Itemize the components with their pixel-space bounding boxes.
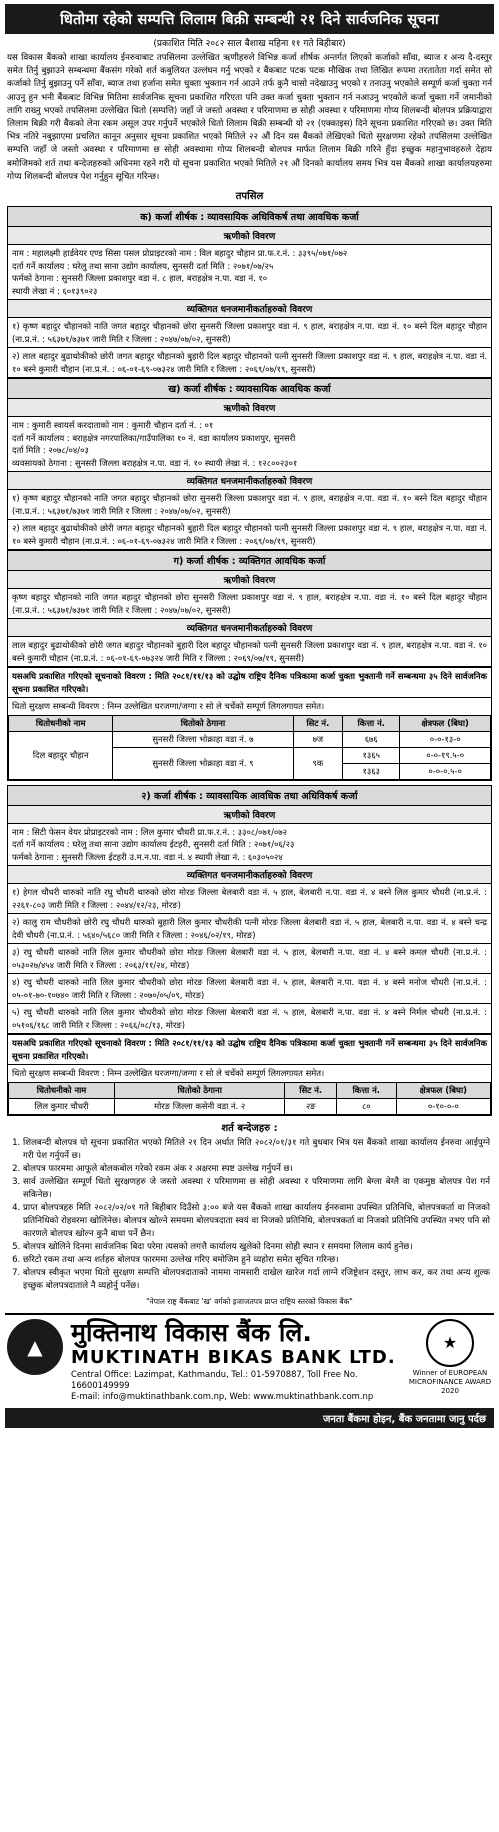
col-owner: धितोधनीको नाम [9, 715, 113, 731]
notice-title: धितोमा रहेको सम्पत्ति लिलाम बिक्री सम्बन्धी २१ दिने सार्वजनिक सूचना [5, 4, 494, 34]
guarantor-item: १) कृष्ण बहादुर चौहानको नाति जगत बहादुर चौहानको छोरा सुनसरी जिल्ला प्रकाशपुर वडा नं. ९ हाल, बराहक्षेत्र न.पा. वडा नं. १० बस्ने दिल बहादुर चौहान (ना.प्र.नं. : ५६३७१/७३७१ जारी मिति र जिल्ला : २०४७/०७/०२, सुनसरी) [8, 490, 491, 520]
bank-tagline: जनता बैंकमा होइन, बैंक जनतामा जानु पर्दछ [5, 1408, 494, 1428]
area-cell: ०-१०-०-० [396, 1098, 490, 1114]
section-1a-header: क) कर्जा शीर्षक : व्यावसायिक अधिविकर्ष तथा आवधिक कर्जा [8, 207, 491, 227]
bank-info [71, 1319, 408, 1402]
section-2 [7, 785, 492, 1116]
collateral-note: धितो सुरक्षण सम्बन्धी विवरण : निम्न उल्लेखित घरजग्गा/जग्गा र सो ले चर्चेको सम्पूर्ण लिगलगायत समेत। [8, 1064, 491, 1082]
borrower-line: नाम : सिटी फेसन वेयर प्रोप्राइटरको नाम : लिल कुमार चौधरी प्रा.फ.र.नं. : ३३०८/०७१/०७२ [12, 826, 287, 837]
guarantor-label: व्यक्तिगत धनजमानीकर्ताहरुको विवरण [8, 618, 491, 637]
borrower-line: दर्ता गर्ने कार्यालय : बराहक्षेत्र नगरपालिका/गाउँपालिका १० नं. वडा कार्यालय प्रकाशपुर, सुनसरी [12, 432, 296, 443]
guarantor-label: व्यक्तिगत धनजमानीकर्ताहरुको विवरण [8, 471, 491, 490]
guarantor-item: लाल बहादुर बुढाथोकीको छोरी जगत बहादुर चौहानको बुहारी दिल बहादुर चौहानको पत्नी सुनसरी जिल्ला प्रकाशपुर वडा नं. ९ हाल, बराहक्षेत्र न.पा. वडा नं. १० बस्ने कुमारी चौहान (ना.प्र.नं. : ०६-०१-६९-०७३२४ जारी मिति र जिल्ला : २०६९/०७/१९, सुनसरी) [8, 637, 491, 667]
sheet-cell: ७ज [293, 731, 343, 747]
section-1 [7, 206, 492, 781]
guarantor-item: ३) रघु चौधरी थारुको नाति लिल कुमार चौधरीको छोरा मोरङ जिल्ला बेलबारी वडा नं. ५ हाल, बेलबारी न.पा. वडा नं. ४ बस्ने कमल चौधरी (ना.प्र.नं. : ०५३०२७/४५४ जारी मिति र जिल्ला : २०६३/११/२४, मोरङ) [8, 944, 491, 974]
borrower-line: फर्मको ठेगाना : सुनसरी जिल्ला प्रकाशपुर वडा नं. ८ हाल, बराहक्षेत्र न.पा. वडा नं. १० [12, 273, 268, 284]
borrower-details [8, 417, 491, 471]
address-cell: मोरङ जिल्ला कसेनी वडा नं. २ [115, 1098, 285, 1114]
col-kitta: कित्ता नं. [337, 1082, 397, 1098]
bank-slogan: "नेपाल राष्ट्र बैंकबाट 'ख' वर्गको इजाजतपत्र प्राप्त राष्ट्रिय स्तरको विकास बैंक" [146, 1296, 353, 1306]
collateral-table [8, 1082, 491, 1115]
bank-name-english: MUKTINATH BIKAS BANK LTD. [71, 1346, 396, 1368]
borrower-line: व्यवसायको ठेगाना : सुनसरी जिल्ला बराहक्षेत्र न.पा. वडा नं. १० स्थायी लेखा नं. : १२८००२३०१ [12, 457, 298, 468]
borrower-label: ऋणीको विवरण [8, 399, 491, 417]
guarantor-item: १) हेगल चौधरी थारुको नाति रघु चौधरी थारुको छोरा मोरङ जिल्ला बेलबारी वडा नं. ५ हाल, बेलबारी न.पा. वडा नं. ४ बस्ने लिल कुमार चौधरी (ना.प्र.नं. : २२६१-८०३ जारी मिति र जिल्ला : २०४४/१२/२३, मोरङ) [8, 884, 491, 914]
col-kitta: कित्ता नं. [343, 715, 400, 731]
bank-logo-icon: ▲ [7, 1319, 63, 1375]
term-item: 1. शिलबन्दी बोलपत्र यो सूचना प्रकाशित भएको मितिले २१ दिन अर्थात मिति २०८२/०१/३१ गते बुधबार भित्र यस बैंकको शाखा कार्यालय ईनरुवा आईपुग्ने गरी पेश गर्नुपर्ने छ। [23, 1137, 490, 1163]
award-badge [408, 1319, 492, 1396]
col-address: धितोको ठेगाना [113, 715, 293, 731]
guarantor-item: २) लाल बहादुर बुढाथोकीको छोरी जगत बहादुर चौहानको बुहारी दिल बहादुर चौहानको पत्नी सुनसरी जिल्ला प्रकाशपुर वडा नं. ९ हाल, बराहक्षेत्र न.पा. वडा नं. १० बस्ने कुमारी चौहान (ना.प्र.नं. : ०६-०१-६९-०७३२४ जारी मिति र जिल्ला : २०६९/०७/१९, सुनसरी) [8, 520, 491, 550]
section-1b-header: ख) कर्जा शीर्षक : व्यावसायिक आवधिक कर्जा [8, 378, 491, 399]
table-row [9, 1098, 491, 1114]
prior-notice: यसअघि प्रकाशित गरिएको सूचनाको विवरण : मिति २०८१/११/१३ को उद्घोष राष्ट्रिय दैनिक पत्रिकामा कर्जा चुक्ता भुक्तानी गर्ने सम्बन्धमा ३५ दिने सार्वजनिक सूचना प्रकाशित गरिएको। [8, 1034, 491, 1064]
section-2-header: २) कर्जा शीर्षक : व्यावसायिक आवधिक तथा अधिविकर्ष कर्जा [8, 786, 491, 806]
term-item: 3. सार्व उल्लेखित सम्पूर्ण धितो सुरक्षणहरु जे जस्तो अवस्था र परिमाणमा छ सोही अवस्था र परिमाणमा लागि बेग्ला बेग्लै वा एकमुष्ठ बोलपत्र पेश गर्न सकिनेछ। [23, 1176, 490, 1202]
bank-name-nepali: मुक्तिनाथ विकास बैंक लि. [71, 1317, 312, 1347]
borrower-label: ऋणीको विवरण [8, 571, 491, 589]
bank-footer [5, 1313, 494, 1402]
office-address: Central Office: Lazimpat, Kathmandu, Tel.: 01-5970887, Toll Free No. 16600149999 [71, 1368, 358, 1390]
guarantor-item: २) कालु राम चौधरीको छोरी रघु चौधरी थारुको बुहारी लिल कुमार चौधरीकी पत्नी मोरङ जिल्ला बेलबारी वडा नं. ५ हाल, बेलबारी न.पा. वडा नं. ४ बस्ने चन्द्र देवी चौधरी (ना.प्र.नं. : ५६४०/५६८० जारी मिति र जिल्ला : २०४६/०२/१९, मोरङ) [8, 914, 491, 944]
collateral-note: धितो सुरक्षण सम्बन्धी विवरण : निम्न उल्लेखित घरजग्गा/जग्गा र सो ले चर्चेको सम्पूर्ण लिगलगायत समेत। [8, 697, 491, 715]
term-item: 2. बोलपत्र फारममा आफूले बोलकबोल गरेको रकम अंक र अक्षरमा स्पष्ट उल्लेख गर्नुपर्ने छ। [23, 1163, 490, 1176]
borrower-line: नाम : महालक्ष्मी हार्डवेयर एण्ड सिसा पसल प्रोप्राइटरको नाम : विल बहादुर चौहान प्रा.फ.र.नं. : ३३९५/०७१/०७२ [12, 248, 348, 259]
guarantor-item: ५) रघु चौधरी थारुको नाति लिल कुमार चौधरीको छोरा मोरङ जिल्ला बेलबारी वडा नं. ५ हाल, बेलबारी न.पा. वडा नं. ४ बस्ने निर्मल चौधरी (ना.प्र.नं. : ०५१०६/१६८ जारी मिति र जिल्ला : २०६६/०८/१३, मोरङ) [8, 1004, 491, 1034]
term-item: 5. बोलपत्र खोलिने दिनमा सार्वजनिक बिदा परेमा त्यसको लगत्तै कार्यालय खुलेको दिनमा सोही स्थान र समयमा लिलाम कार्य हुनेछ। [23, 1241, 490, 1254]
col-owner: धितोधनीको नाम [9, 1082, 115, 1098]
terms-list [5, 1137, 494, 1293]
table-header-row [9, 715, 491, 731]
collateral-table [8, 715, 491, 780]
guarantor-item: ४) रघु चौधरी थारुको नाति लिल कुमार चौधरीको छोरा मोरङ जिल्ला बेलबारी वडा नं. ५ हाल, बेलबारी न.पा. वडा नं. ४ बस्ने मनोज चौधरी (ना.प्र.नं. : ०५-०१-७०-१०७४० जारी मिति र जिल्ला : २०७०/०५/०९, मोरङ) [8, 974, 491, 1004]
borrower-line: फर्मको ठेगाना : सुनसरी जिल्ला ईटहरी उ.म.न.पा. वडा नं. ४ स्थायी लेखा नं. : ६०३०५०२४ [12, 851, 283, 862]
guarantor-item: १) कृष्ण बहादुर चौहानको नाति जगत बहादुर चौहानको छोरा सुनसरी जिल्ला प्रकाशपुर वडा नं. ९ हाल, बराहक्षेत्र न.पा. वडा नं. १० बस्ने दिल बहादुर चौहान (ना.प्र.नं. : ५६३७१/७३७१ जारी मिति र जिल्ला : २०४७/०७/०२, सुनसरी) [8, 318, 491, 348]
award-icon: ★ [426, 1319, 474, 1367]
contact-info: E-mail: info@muktinathbank.com.np, Web: www.muktinathbank.com.np [71, 1390, 374, 1401]
tapsil-heading: तपसिल [235, 191, 264, 203]
address-cell: सुनसरी जिल्ला भोक्राहा वडा नं. ९ [113, 747, 293, 779]
owner-cell: दिल बहादुर चौहान [9, 731, 113, 779]
table-row [9, 731, 491, 747]
borrower-details: कृष्ण बहादुर चौहानको नाति जगत बहादुर चौहानको छोरा सुनसरी जिल्ला प्रकाशपुर वडा नं. ९ हाल, बराहक्षेत्र न.पा. वडा नं. १० बस्ने दिल बहादुर चौहान (ना.प्र.नं. : ५६३७१/७३७१ जारी मिति र जिल्ला : २०४७/०७/०२, सुनसरी) [12, 592, 487, 615]
borrower-label: ऋणीको विवरण [8, 227, 491, 245]
borrower-details [8, 824, 491, 866]
borrower-line: दर्ता मिति : २०७८/०४/०३ [12, 445, 89, 456]
borrower-line: दर्ता गर्ने कार्यालय : घरेलु तथा साना उद्योग कार्यालय, सुनसरी दर्ता मिति : २०७१/०७/२५ [12, 260, 274, 271]
area-cell: ०-०-१९.५-० [400, 747, 491, 763]
area-cell: ०-०-०.५-० [400, 763, 491, 779]
area-cell: ०-०-१३-० [400, 731, 491, 747]
section-1c-header: ग) कर्जा शीर्षक : व्यक्तिगत आवधिक कर्जा [8, 550, 491, 571]
guarantor-label: व्यक्तिगत धनजमानीकर्ताहरुको विवरण [8, 299, 491, 318]
notice-page [5, 0, 494, 1428]
col-sheet: सिट नं. [293, 715, 343, 731]
col-sheet: सिट नं. [285, 1082, 337, 1098]
kitta-cell: ६७६ [343, 731, 400, 747]
guarantor-label: व्यक्तिगत धनजमानीकर्ताहरुको विवरण [8, 865, 491, 884]
owner-cell: लिल कुमार चौधरी [9, 1098, 115, 1114]
guarantor-item: २) लाल बहादुर बुढाथोकीको छोरी जगत बहादुर चौहानको बुहारी दिल बहादुर चौहानको पत्नी सुनसरी जिल्ला प्रकाशपुर वडा नं. ९ हाल, बराहक्षेत्र न.पा. वडा नं. १० बस्ने कुमारी चौहान (ना.प्र.नं. : ०६-०१-६९-०७३२४ जारी मिति र जिल्ला : २०६९/०७/१९, सुनसरी) [8, 348, 491, 378]
publish-date-note: (प्रकाशित मिति २०८२ साल बैशाख महिना ११ गते बिहीबार) [153, 39, 346, 49]
term-item: 4. प्राप्त बोलपत्रहरु मिति २०८२/०२/०१ गते बिहीबार दिउँसो ३:०० बजे यस बैंकको शाखा कार्यालय ईनरुवामा उपस्थित प्रतिनिधि, बोलपत्रकर्ता वा निजको प्रतिनिधिको रोहवरमा खोलिनेछ। बोलपत्र खोल्ने समयमा बोलपत्रदाता स्वयं वा निजको प्रतिनिधि, बोलपत्रकर्ता वा निजको प्रतिनिधि उपस्थित नभए पनि सो कारणले बोलपत्र खोल्न कुनै बाधा पर्ने छैन। [23, 1202, 490, 1241]
award-text: Winner of EUROPEAN MICROFINANCE AWARD 2020 [408, 1368, 492, 1395]
prior-notice: यसअघि प्रकाशित गरिएको सूचनाको विवरण : मिति २०८१/११/१३ को उद्घोष राष्ट्रिय दैनिक पत्रिकामा कर्जा चुक्ता भुक्तानी गर्ने सम्बन्धमा ३५ दिने सार्वजनिक सूचना प्रकाशित गरिएको। [8, 667, 491, 697]
kitta-cell: ८० [337, 1098, 397, 1114]
borrower-line: स्थायी लेखा नं : ६०१३९०२३ [12, 285, 98, 296]
col-area: क्षेत्रफल (बिघा) [400, 715, 491, 731]
address-cell: सुनसरी जिल्ला भोक्राहा वडा नं. ७ [113, 731, 293, 747]
borrower-details [8, 245, 491, 299]
kitta-cell: १३६३ [343, 763, 400, 779]
intro-paragraph: यस विकास बैंकको शाखा कार्यालय ईनरुवाबाट तपसिलमा उल्लेखित ऋणीहरुले विभिन्न कर्जा शीर्षक अन्तर्गत लिएको कर्जाको साँवा, ब्याज र अन्य दै-दस्तुर समेत तिर्नु बुझाउने सम्बन्धमा बैंकसंग गरेको शर्त कबुलियत उल्लंघन गर्नु भएको र बैंकबाट पटक पटक मौखिक तथा लिखित रूपमा तरतातेता गर्दा समेत सो कर्जाको तिर्नु बुझाउनु पर्ने साँवा, ब्याज तथा हर्जाना समेत चुक्ता भुक्तान गर्न आउने तर्फ कुनै चासो नदेखाउनु भएको र तनाउनु भएकोले सम्पूर्ण कर्जा चुक्ता गर्न आउनु हुन भनी बैंकबाट विभिन्न मितिमा सार्वजनिक सूचना प्रकाशित गरिएता पनि उक्त कर्जा चुक्ता भुक्तान गर्न नआउनु भएकोले कर्जा चुक्ता गर्ने जमानीको लागि राख्नु भएको तपसिलमा उल्लेखित धितो (सम्पत्ति) जहाँ जे जस्तो अवस्था र परिमाणमा छ सोही अवस्था र परिमाणमा गोप्य शिलबन्दी बोलपत्र प्रक्रियाद्वारा लिलाम बिक्री गरी बैंकको लेना रकम असूल उपर गर्नुपर्ने भएकोले धितो लिलाम बिक्री सम्बन्धी यो २१ (एक्काइस) दिने सूचना प्रकाशित गरिएको छ। उक्त मिति भित्र नतिरे नबुझाएमा प्रचलित कानून अनुसार सूचना प्रकाशित भएको मितिले २२ औं दिन यस बैंकको लेखिएको धितो सुरक्षणमा रहेको तपसिलमा उल्लेखित सम्पत्ति जहाँ जे जस्तो अवस्था र परिमाणमा छ सोही अवस्थामा गोप्य शिलबन्दी बोलपत्र मार्फत लिलाम बिक्री गरिने हुँदा इच्छुक महानुभावहरुले देहाय बमोजिमको शर्त तथा बन्देजहरुको अधिनमा रहने गरी यो सूचना प्रकाशित भएको मितिले २१ औं दिनको कार्यालय समय भित्र यस बैंकको शाखा कार्यालयहरुमा गोप्य शिलबन्दी बोलपत्र पेश गर्नुहुन सूचित गरिन्छ। [7, 53, 492, 182]
sheet-cell: ९क [293, 747, 343, 779]
table-header-row [9, 1082, 491, 1098]
col-area: क्षेत्रफल (बिघा) [396, 1082, 490, 1098]
borrower-line: नाम : कुमारी स्वायर्स करदाताको नाम : कुमारी चौहान दर्ता नं. : ०१ [12, 420, 214, 431]
sheet-cell: २ङ [285, 1098, 337, 1114]
terms-heading: शर्त बन्देजहरु : [221, 1122, 278, 1134]
kitta-cell: १३६५ [343, 747, 400, 763]
term-item: 6. छरिटो रकम तथा अन्य शर्तहरु बोलपत्र फारममा उल्लेख गरिए बमोजिम हुने व्यहोरा समेत सूचित गरिन्छ। [23, 1254, 490, 1267]
borrower-line: दर्ता गर्ने कार्यालय : घरेलु तथा साना उद्योग कार्यालय ईटहरी, सुनसरी दर्ता मिति : २०७१/०६/२३ [12, 839, 295, 850]
borrower-label: ऋणीको विवरण [8, 806, 491, 824]
term-item: 7. बोलपत्र स्वीकृत भएमा धितो सुरक्षण सम्पत्ति बोलपत्रदाताको नाममा नामसारी दाखेल खारेज गर्दा लाग्ने रजिष्ट्रेशन दस्तुर, लाभ कर, कर तथा अन्य शुल्क इच्छुक बोलपत्रदाताले नै व्यहोर्नु पर्नेछ। [23, 1267, 490, 1293]
col-address: धितोको ठेगाना [115, 1082, 285, 1098]
